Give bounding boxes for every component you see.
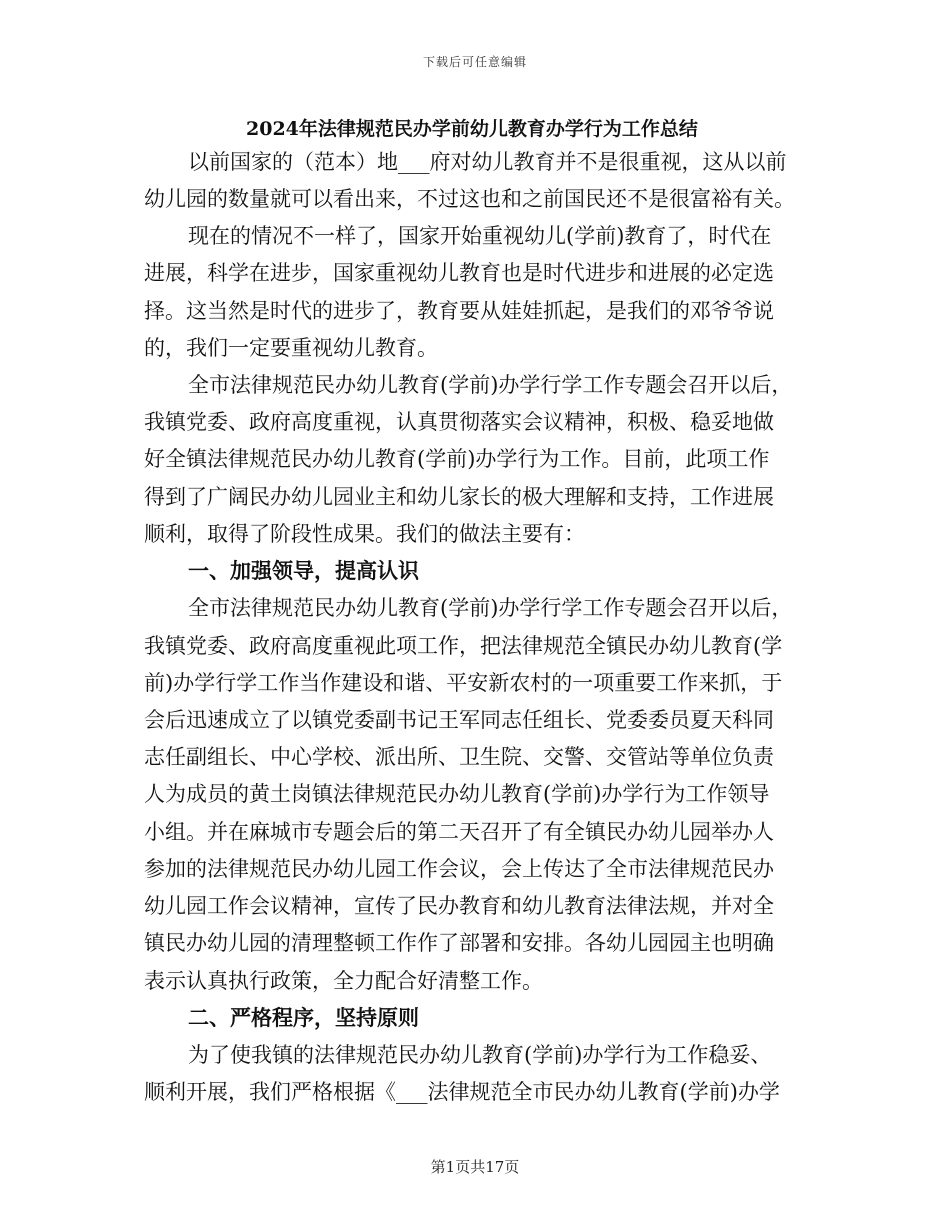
document-title: 2024年法律规范民办学前幼儿教育办学行为工作总结 xyxy=(246,118,698,140)
body-line: 为了使我镇的法律规范民办幼儿教育(学前)办学行为工作稳妥、 xyxy=(188,1043,772,1067)
body-line: 以前国家的（范本）地___府对幼儿教育并不是很重视，这从以前 xyxy=(188,150,787,174)
body-line: 好全镇法律规范民办幼儿教育(学前)办学行为工作。目前，此项工作 xyxy=(144,447,770,471)
body-line: 镇民办幼儿园的清理整顿工作作了部署和安排。各幼儿园园主也明确 xyxy=(144,931,774,955)
body-line: 顺利开展，我们严格根据《___法律规范全市民办幼儿教育(学前)办学 xyxy=(144,1080,780,1104)
body-line: 志任副组长、中心学校、派出所、卫生院、交警、交管站等单位负责 xyxy=(144,745,774,769)
body-line: 我镇党委、政府高度重视此项工作，把法律规范全镇民办幼儿教育(学 xyxy=(144,634,783,658)
body-line: 得到了广阔民办幼儿园业主和幼儿家长的极大理解和支持，工作进展 xyxy=(144,485,774,509)
body-line: 幼儿园的数量就可以看出来，不过这也和之前国民还不是很富裕有关。 xyxy=(144,187,795,211)
body-line: 全市法律规范民办幼儿教育(学前)办学行学工作专题会召开以后， xyxy=(188,373,793,397)
body-line: 顺利，取得了阶段性成果。我们的做法主要有： xyxy=(144,522,585,546)
body-line: 幼儿园工作会议精神，宣传了民办教育和幼儿教育法律法规，并对全 xyxy=(144,894,774,918)
section-heading: 二、严格程序，坚持原则 xyxy=(188,1005,419,1030)
body-line: 前)办学行学工作当作建设和谐、平安新农村的一项重要工作来抓，于 xyxy=(144,671,783,695)
body-line: 会后迅速成立了以镇党委副书记王军同志任组长、党委委员夏天科同 xyxy=(144,708,774,732)
body-line: 小组。并在麻城市专题会后的第二天召开了有全镇民办幼儿园举办人 xyxy=(144,820,774,844)
body-line: 进展，科学在进步，国家重视幼儿教育也是时代进步和进展的必定选 xyxy=(144,261,774,285)
section-heading: 一、加强领导，提高认识 xyxy=(188,558,419,583)
body-line: 择。这当然是时代的进步了，教育要从娃娃抓起，是我们的邓爷爷说 xyxy=(144,299,774,323)
body-line: 全市法律规范民办幼儿教育(学前)办学行学工作专题会召开以后， xyxy=(188,596,793,620)
body-line: 我镇党委、政府高度重视，认真贯彻落实会议精神，积极、稳妥地做 xyxy=(144,410,774,434)
body-line: 表示认真执行政策，全力配合好清整工作。 xyxy=(144,969,543,993)
body-line: 现在的情况不一样了，国家开始重视幼儿(学前)教育了，时代在 xyxy=(188,224,772,248)
body-line: 的，我们一定要重视幼儿教育。 xyxy=(144,336,438,360)
body-line: 人为成员的黄土岗镇法律规范民办幼儿教育(学前)办学行为工作领导 xyxy=(144,782,770,806)
download-note: 下载后可任意编辑 xyxy=(422,55,527,69)
page-number: 第1页共17页 xyxy=(430,1158,520,1176)
body-line: 参加的法律规范民办幼儿园工作会议，会上传达了全市法律规范民办 xyxy=(144,857,774,881)
